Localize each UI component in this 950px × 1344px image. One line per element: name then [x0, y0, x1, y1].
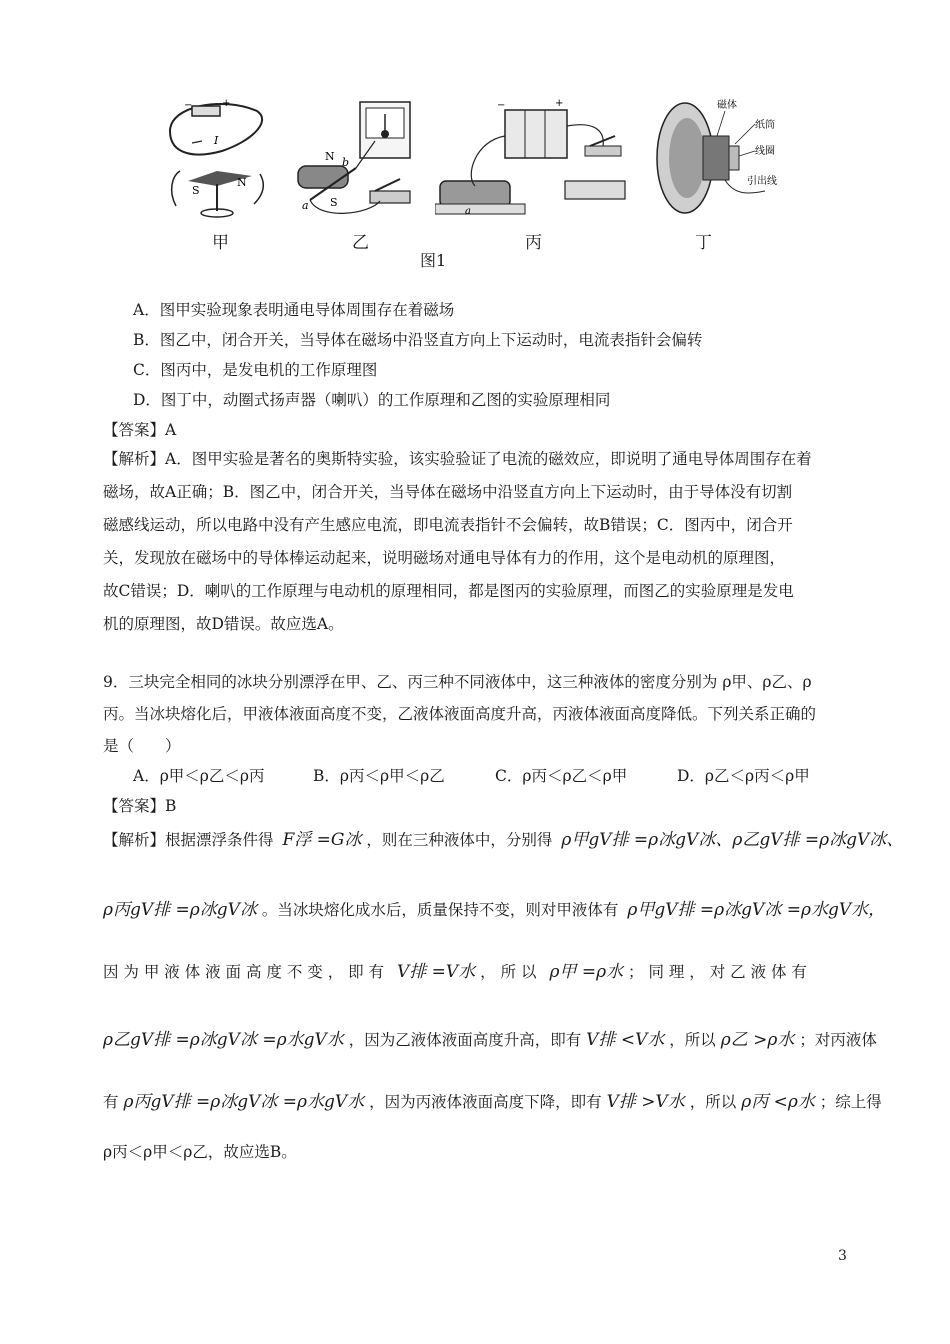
equation: ρ甲gV排 =ρ冰gV冰 =ρ水gV水， — [627, 900, 886, 920]
svg-text:引出线: 引出线 — [747, 176, 777, 187]
panel-bing — [435, 96, 635, 253]
svg-text:N: N — [325, 150, 335, 163]
analysis-text: ， 所 以 — [480, 963, 537, 981]
svg-text:−: − — [184, 100, 193, 111]
panel-yi — [290, 96, 420, 253]
q9-stem-line-2: 丙。当冰块熔化后，甲液体液面高度不变，乙液体液面高度升高，丙液体液面高度降低。下列关系正确的 — [103, 705, 817, 723]
analysis-text: 有 — [103, 1093, 119, 1111]
panel-label-jia: 甲 — [212, 233, 229, 253]
q9-stem-line-3: 是（ ） — [103, 737, 181, 755]
svg-text:a: a — [465, 206, 471, 217]
analysis-text: ，因为乙液体液面高度升高，即有 — [348, 1031, 582, 1049]
q8-analysis-line: 磁场，故A正确；B．图乙中，闭合开关，当导体在磁场中沿竖直方向上下运动时，由于导体没有切割 — [103, 483, 793, 501]
equation: F浮 =G冰 — [282, 830, 362, 850]
q8-answer: 【答案】A — [103, 421, 177, 439]
q9-option-c: C．ρ丙＜ρ乙＜ρ甲 — [495, 767, 628, 785]
analysis-text: ； 同 理 ， 对 乙 液 体 有 — [628, 963, 807, 981]
equation: V排 <V水 — [586, 1030, 665, 1050]
svg-text:I: I — [214, 134, 219, 147]
svg-text:+: + — [555, 98, 564, 109]
analysis-text: ；对丙液体 — [799, 1031, 877, 1049]
q9-analysis-line-6: ρ丙＜ρ甲＜ρ乙，故应选B。 — [103, 1143, 297, 1161]
panel-label-bing: 丙 — [525, 233, 542, 253]
q8-analysis-line: 【解析】A．图甲实验是著名的奥斯特实验，该实验验证了电流的磁效应，即说明了通电导体周围存在着 — [103, 450, 812, 468]
svg-text:−: − — [497, 100, 506, 111]
q9-analysis-line-1 — [103, 830, 903, 850]
svg-text:磁体: 磁体 — [717, 100, 737, 111]
oersted-experiment-drawing — [162, 96, 272, 226]
panel-label-yi: 乙 — [352, 233, 369, 253]
analysis-text: ，所以 — [689, 1093, 737, 1111]
figure-caption: 图1 — [420, 251, 447, 270]
q9-stem-text: 9．三块完全相同的冰块分别漂浮在甲、乙、丙三种不同液体中，这三种液体的密度分别为 — [103, 673, 718, 691]
panel-label-ding: 丁 — [695, 233, 712, 253]
equation: ρ丙gV排 =ρ冰gV冰 — [103, 900, 257, 920]
figure-1 — [150, 96, 790, 276]
panel-jia — [162, 96, 272, 253]
q9-analysis-line-2 — [103, 900, 885, 920]
q8-option-a: A．图甲实验现象表明通电导体周围存在着磁场 — [133, 301, 455, 319]
svg-text:线圈: 线圈 — [755, 146, 775, 157]
equation: ρ乙 >ρ水 — [720, 1030, 795, 1050]
analysis-text: ，则在三种液体中，分别得 — [366, 831, 553, 849]
analysis-text: ；综上得 — [819, 1093, 882, 1111]
svg-text:b: b — [342, 156, 350, 169]
q8-analysis-line: 故C错误；D．喇叭的工作原理与电动机的原理相同，都是图丙的实验原理，而图乙的实验原理是发电 — [103, 582, 794, 600]
equation: V排 =V水 — [397, 962, 476, 982]
equation: ρ乙gV排 =ρ冰gV冰 =ρ水gV水 — [103, 1030, 344, 1050]
q8-analysis-line: 磁感线运动，所以电路中没有产生感应电流，即电流表指针不会偏转，故B错误；C．图丙中，闭合开 — [103, 516, 793, 534]
q9-option-d: D．ρ乙＜ρ丙＜ρ甲 — [677, 767, 810, 785]
equation: V排 >V水 — [606, 1092, 685, 1112]
q9-stem-line-1 — [103, 672, 812, 692]
analysis-text: ，因为丙液体液面高度下降，即有 — [369, 1093, 602, 1111]
q8-option-d: D．图丁中，动圈式扬声器（喇叭）的工作原理和乙图的实验原理相同 — [133, 391, 611, 409]
motor-experiment-drawing — [435, 96, 635, 226]
loudspeaker-drawing — [655, 96, 790, 226]
equation: ρ甲 =ρ水 — [549, 962, 624, 982]
q8-analysis-line: 关，发现放在磁场中的导体棒运动起来，说明磁场对通电导体有力的作用，这个是电动机的原理图， — [103, 549, 786, 567]
analysis-text: 【解析】根据漂浮条件得 — [103, 831, 274, 849]
q8-analysis-line: 机的原理图，故D错误。故应选A。 — [103, 615, 344, 633]
q9-stem-density-symbols: ρ甲、ρ乙、ρ — [722, 673, 812, 691]
svg-text:S: S — [330, 196, 338, 209]
q9-analysis-line-4 — [103, 1030, 877, 1050]
q9-analysis-line-3 — [103, 962, 807, 982]
q8-option-c: C．图丙中，是发电机的工作原理图 — [133, 361, 378, 379]
svg-text:a: a — [302, 199, 309, 212]
analysis-text: 。当冰块熔化成水后，质量保持不变，则对甲液体有 — [261, 901, 619, 919]
q9-answer: 【答案】B — [103, 797, 177, 815]
equation: ρ甲gV排 =ρ冰gV冰、ρ乙gV排 =ρ冰gV冰、 — [561, 830, 904, 850]
q9-option-b: B．ρ丙＜ρ甲＜ρ乙 — [313, 767, 445, 785]
q8-option-b: B．图乙中，闭合开关，当导体在磁场中沿竖直方向上下运动时，电流表指针会偏转 — [133, 331, 703, 349]
svg-text:N: N — [237, 176, 247, 189]
q9-option-a: A．ρ甲＜ρ乙＜ρ丙 — [133, 767, 265, 785]
page-number: 3 — [838, 1248, 847, 1264]
analysis-text: ，所以 — [669, 1031, 716, 1049]
svg-text:S: S — [192, 184, 200, 197]
equation: ρ丙 <ρ水 — [741, 1092, 815, 1112]
q9-analysis-line-5 — [103, 1092, 882, 1112]
generator-experiment-drawing — [290, 96, 420, 226]
svg-text:+: + — [222, 98, 231, 109]
equation: ρ丙gV排 =ρ冰gV冰 =ρ水gV水 — [123, 1092, 365, 1112]
svg-text:纸筒: 纸筒 — [755, 120, 775, 131]
panel-ding — [655, 96, 790, 253]
analysis-text: 因 为 甲 液 体 液 面 高 度 不 变 ， 即 有 — [103, 963, 385, 981]
